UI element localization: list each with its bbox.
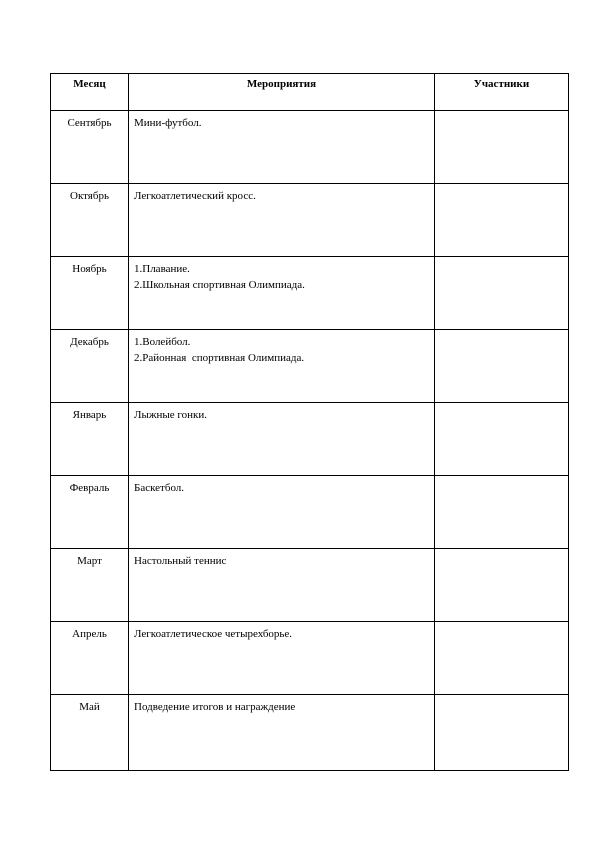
events-cell <box>129 622 435 695</box>
events-cell <box>129 476 435 549</box>
events-cell <box>129 257 435 330</box>
event-line: 1.Плавание. <box>134 263 190 275</box>
participants-cell <box>435 695 569 771</box>
table-row <box>51 695 569 771</box>
month-cell: Декабрь <box>51 330 129 403</box>
header-events: Мероприятия <box>129 74 435 111</box>
participants-cell <box>435 111 569 184</box>
event-line: Легкоатлетический кросс. <box>134 190 256 202</box>
table-row <box>51 257 569 330</box>
table-row <box>51 111 569 184</box>
event-line: 2.Районная спортивная Олимпиада. <box>134 352 305 364</box>
table-row <box>51 403 569 476</box>
month-cell: Май <box>51 695 129 771</box>
header-month: Месяц <box>51 74 129 111</box>
event-line: Подведение итогов и награждение <box>134 701 296 713</box>
sports-schedule-table <box>50 73 569 771</box>
events-cell <box>129 111 435 184</box>
month-cell: Январь <box>51 403 129 476</box>
event-line: 2.Школьная спортивная Олимпиада. <box>134 279 305 291</box>
events-cell <box>129 695 435 771</box>
table-row <box>51 476 569 549</box>
month-cell: Февраль <box>51 476 129 549</box>
table-header-row <box>51 74 569 111</box>
event-line: Лыжные гонки. <box>134 409 207 421</box>
month-cell: Сентябрь <box>51 111 129 184</box>
participants-cell <box>435 403 569 476</box>
month-cell: Март <box>51 549 129 622</box>
participants-cell <box>435 184 569 257</box>
month-cell: Октябрь <box>51 184 129 257</box>
events-cell <box>129 403 435 476</box>
participants-cell <box>435 476 569 549</box>
month-cell: Апрель <box>51 622 129 695</box>
header-participants: Участники <box>435 74 569 111</box>
event-line: Настольный теннис <box>134 555 227 567</box>
event-line: Мини-футбол. <box>134 117 202 129</box>
events-cell <box>129 330 435 403</box>
events-cell <box>129 549 435 622</box>
table-row <box>51 184 569 257</box>
participants-cell <box>435 622 569 695</box>
participants-cell <box>435 549 569 622</box>
month-cell: Ноябрь <box>51 257 129 330</box>
events-cell <box>129 184 435 257</box>
participants-cell <box>435 257 569 330</box>
table-row <box>51 622 569 695</box>
table-row <box>51 330 569 403</box>
event-line: 1.Волейбол. <box>134 336 191 348</box>
table-row <box>51 549 569 622</box>
event-line: Легкоатлетическое четырехборье. <box>134 628 293 640</box>
participants-cell <box>435 330 569 403</box>
event-line: Баскетбол. <box>134 482 185 494</box>
